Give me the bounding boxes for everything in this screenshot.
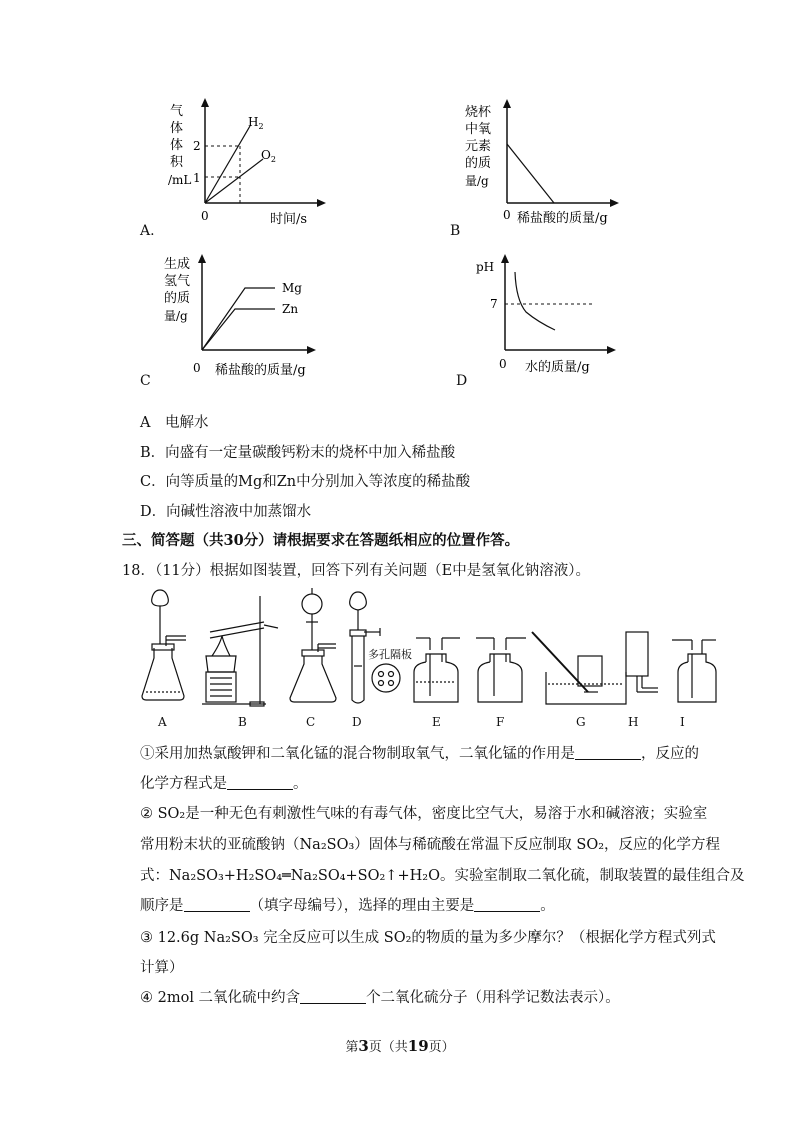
graph-a-ytick-1: 1 [193, 171, 201, 185]
graph-a-series-o2: O [261, 148, 271, 162]
q1-line1-text-b: ，反应的 [641, 746, 699, 762]
graph-a-origin: 0 [201, 209, 209, 223]
apparatus-f [476, 638, 526, 702]
graph-b-ylabel-4: 的质 [465, 156, 492, 171]
graph-a-series-h2: H [248, 115, 259, 129]
q1-line1 [140, 742, 699, 763]
q4-text-b: 个二氧化硫分子（用科学记数法表示）。 [366, 990, 620, 1006]
graph-c-series-mg: Mg [282, 281, 302, 295]
graph-b-ylabel-1: 烧杯 [465, 105, 492, 120]
graph-a-ylabel-5: /mL [168, 173, 192, 187]
apparatus-label-g: G [576, 715, 586, 729]
apparatus-i [672, 640, 716, 702]
q2-line3: 式：Na₂SO₃+H₂SO₄═Na₂SO₄+SO₂↑+H₂O。实验室制取二氧化硫，制取装置的最佳组合及 [140, 868, 745, 884]
graph-d-ylabel: pH [476, 260, 495, 274]
option-a: A 电解水 [140, 415, 209, 431]
q1-line1-text-a: ①采用加热氯酸钾和二氧化锰的混合物制取氧气，二氧化锰的作用是 [140, 746, 575, 762]
graph-d [470, 250, 640, 385]
apparatus-a [142, 590, 186, 700]
apparatus-label-i: I [680, 715, 685, 729]
apparatus-label-h: H [628, 715, 639, 729]
q1-line2 [140, 772, 308, 793]
apparatus-c [290, 588, 336, 702]
apparatus-label-e: E [432, 715, 441, 729]
graph-b-letter: B [450, 223, 461, 239]
apparatus-g [532, 632, 626, 704]
apparatus-label-a: A [158, 715, 167, 729]
q4-line [140, 986, 620, 1007]
graph-a-ylabel-1: 气 [170, 104, 184, 119]
apparatus-label-f: F [496, 715, 505, 729]
answer-blank-5[interactable] [300, 989, 366, 1004]
graph-c-xlabel: 稀盐酸的质量/g [215, 363, 306, 378]
graph-d-xlabel: 水的质量/g [525, 360, 590, 375]
apparatus-e [414, 638, 460, 702]
graph-a-ytick-2: 2 [193, 139, 201, 153]
graph-b-origin: 0 [503, 208, 511, 222]
q1-line2-text-b: 。 [293, 776, 308, 792]
graph-a-xlabel: 时间/s [270, 212, 308, 227]
footer-page-number: 3 [358, 1037, 369, 1055]
graph-b [465, 95, 645, 235]
graph-a-series-h2-sub: 2 [258, 122, 264, 131]
answer-blank-4[interactable] [474, 897, 540, 912]
apparatus-h [626, 632, 658, 692]
svg-text:O2 [261, 148, 276, 164]
footer-post: 页） [428, 1040, 455, 1055]
svg-text:H2 [248, 115, 264, 131]
answer-blank-3[interactable] [184, 897, 250, 912]
answer-blank-1[interactable] [575, 745, 641, 760]
option-b: B．向盛有一定量碳酸钙粉末的烧杯中加入稀盐酸 [140, 445, 456, 461]
graph-c-ylabel-4: 量/g [164, 309, 188, 323]
graph-c-series-zn: Zn [282, 302, 299, 316]
q2-line4 [140, 894, 555, 915]
q2-line1: ② SO₂是一种无色有刺激性气味的有毒气体，密度比空气大，易溶于水和碱溶液；实验室 [140, 806, 708, 822]
q1-line2-text-a: 化学方程式是 [140, 776, 227, 792]
q2-line4-text-a: 顺序是 [140, 898, 184, 914]
apparatus-label-b: B [238, 715, 247, 729]
graph-a-ylabel-2: 体 [170, 121, 184, 136]
section-heading: 三、简答题（共30分）请根据要求在答题纸相应的位置作答。 [122, 532, 520, 549]
graph-c-ylabel-2: 氢气 [164, 274, 191, 289]
porous-plate-label: 多孔隔板 [368, 648, 412, 661]
footer-pre: 第 [345, 1040, 359, 1055]
page-footer [0, 1036, 800, 1055]
answer-blank-2[interactable] [227, 775, 293, 790]
graph-a-ylabel-4: 积 [170, 155, 184, 170]
q3-line1: ③ 12.6g Na₂SO₃ 完全反应可以生成 SO₂的物质的量为多少摩尔？（根据化学方程式列式 [140, 930, 716, 946]
q3-line2: 计算） [140, 960, 184, 976]
graph-a-ylabel-3: 体 [170, 138, 184, 153]
graph-b-ylabel-5: 量/g [465, 174, 489, 188]
graph-c-ylabel-3: 的质 [164, 291, 191, 306]
q2-line4-text-b: （填字母编号），选择的理由主要是 [249, 898, 475, 914]
apparatus-figure [140, 588, 720, 733]
footer-mid: 页（共 [368, 1040, 408, 1055]
graph-c [160, 250, 360, 385]
graph-d-origin: 0 [499, 357, 507, 371]
graph-b-ylabel-2: 中氧 [465, 122, 492, 137]
q4-text-a: ④ 2mol 二氧化硫中约含 [140, 990, 301, 1006]
q2-line4-text-c: 。 [540, 898, 555, 914]
question-18-title: 18．（11分）根据如图装置，回答下列有关问题（E中是氢氧化钠溶液）。 [122, 563, 590, 579]
graph-c-ylabel-1: 生成 [164, 257, 191, 272]
graph-d-ytick-7: 7 [490, 297, 498, 311]
graph-c-origin: 0 [193, 361, 201, 375]
graph-b-xlabel: 稀盐酸的质量/g [517, 211, 608, 226]
graph-a-series-o2-sub: 2 [270, 155, 276, 164]
q2-line2: 常用粉末状的亚硫酸钠（Na₂SO₃）固体与稀硫酸在常温下反应制取 SO₂，反应的化学方程 [140, 837, 721, 853]
option-c: C．向等质量的Mg和Zn中分别加入等浓度的稀盐酸 [140, 474, 471, 490]
graph-d-letter: D [456, 373, 468, 389]
graph-a [140, 95, 340, 245]
apparatus-label-c: C [306, 715, 316, 729]
graph-a-letter: A. [140, 223, 155, 239]
footer-total-pages: 19 [407, 1037, 429, 1055]
option-d: D．向碱性溶液中加蒸馏水 [140, 504, 312, 520]
graph-c-letter: C [140, 373, 151, 389]
graph-b-ylabel-3: 元素 [465, 139, 492, 154]
apparatus-b [202, 596, 278, 706]
apparatus-label-d: D [352, 715, 362, 729]
